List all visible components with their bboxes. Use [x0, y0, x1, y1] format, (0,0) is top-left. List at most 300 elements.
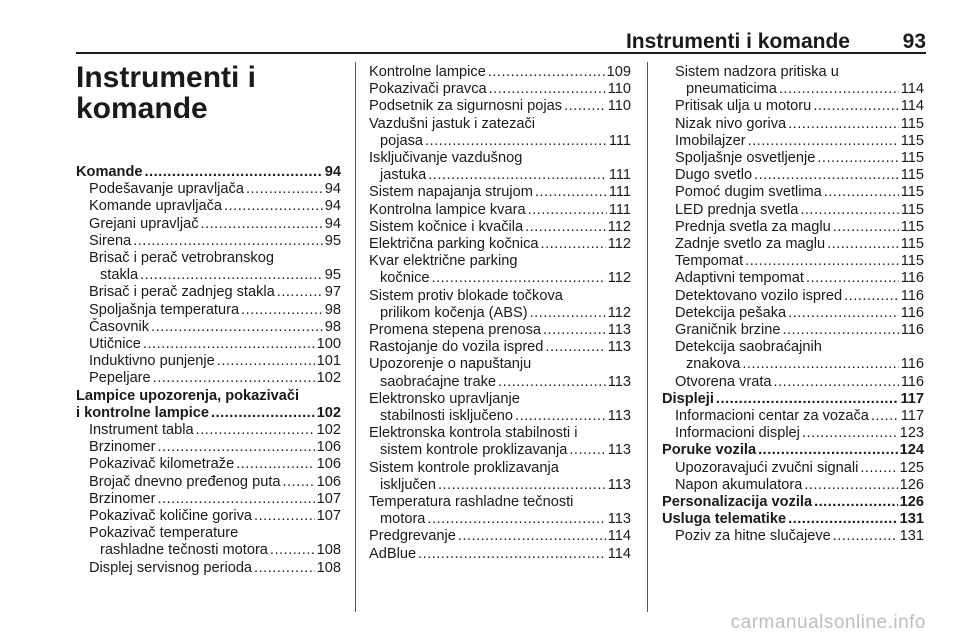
- dot-leader: [804, 477, 897, 494]
- dot-leader: [458, 528, 606, 545]
- toc-entry-row: [89, 439, 341, 456]
- toc-entry-text: LED prednja svetla: [675, 201, 799, 218]
- toc-entry[interactable]: [76, 508, 341, 525]
- dot-leader: [283, 474, 315, 491]
- toc-entry-text: motora: [380, 511, 426, 528]
- toc-entry-line: Elektronsko upravljanje: [369, 390, 520, 407]
- dot-leader: [277, 284, 323, 301]
- toc-entry[interactable]: [369, 219, 631, 236]
- header-rule: [76, 52, 926, 54]
- toc-entry-row: [675, 133, 924, 150]
- toc-entry[interactable]: [662, 64, 924, 98]
- toc-entry-text: kočnice: [380, 270, 430, 287]
- dot-leader: [860, 460, 897, 477]
- toc-entry[interactable]: [662, 477, 924, 494]
- chapter-title-line: Instrumenti i: [76, 61, 257, 94]
- toc-page-number: 114: [607, 545, 631, 562]
- toc-entry[interactable]: [76, 216, 341, 233]
- toc-entry[interactable]: [76, 439, 341, 456]
- toc-page-number: 107: [316, 508, 341, 525]
- toc-entry-text: Pomoć dugim svetlima: [675, 184, 822, 201]
- dot-leader: [806, 270, 899, 287]
- toc-entry-text: Brojač dnevno pređenog puta: [89, 473, 281, 490]
- dot-leader: [827, 236, 899, 253]
- dot-leader: [525, 219, 606, 236]
- toc-page-number: 107: [316, 490, 341, 507]
- toc-entry-row: [369, 81, 631, 98]
- toc-entry[interactable]: [662, 253, 924, 270]
- toc-page-number: 114: [900, 81, 924, 98]
- dot-leader: [488, 64, 605, 81]
- toc-page-number: 115: [900, 236, 924, 253]
- toc-entry-row: [89, 456, 341, 473]
- toc-entry-row: [369, 322, 631, 339]
- watermark: carmanualsonline.info: [730, 612, 926, 633]
- dot-leader: [528, 202, 607, 219]
- toc-entry[interactable]: [369, 322, 631, 339]
- dot-leader: [745, 253, 899, 270]
- toc-entry[interactable]: [662, 408, 924, 425]
- toc-entry[interactable]: [76, 319, 341, 336]
- dot-leader: [236, 456, 314, 473]
- toc-page-number: 114: [607, 528, 631, 545]
- toc-entry-text: znakova: [686, 356, 741, 373]
- toc-entry-text: Brzinomer: [89, 439, 156, 456]
- toc-entry[interactable]: [76, 284, 341, 301]
- chapter-title-line: komande: [76, 92, 208, 125]
- dot-leader: [774, 374, 899, 391]
- toc-page-number: 97: [324, 284, 341, 301]
- dot-leader: [844, 288, 899, 305]
- toc-page-number: 116: [900, 373, 924, 390]
- toc-entry-text: Sistem kočnice i kvačila: [369, 218, 524, 235]
- toc-entry-row: [675, 253, 924, 270]
- toc-entry[interactable]: [662, 305, 924, 322]
- toc-column-2: [369, 64, 631, 563]
- toc-entry[interactable]: [76, 181, 341, 198]
- dot-leader: [201, 216, 323, 233]
- toc-entry-text: Predgrevanje: [369, 528, 456, 545]
- toc-entry-text: Informacioni centar za vozača: [675, 408, 869, 425]
- toc-entry[interactable]: [662, 167, 924, 184]
- dot-leader: [151, 319, 323, 336]
- toc-entry-row: [369, 442, 631, 459]
- dot-leader: [535, 184, 607, 201]
- toc-page-number: 124: [899, 442, 924, 459]
- toc-entry[interactable]: [76, 388, 341, 422]
- dot-leader: [716, 391, 899, 408]
- toc-entry[interactable]: [662, 270, 924, 287]
- toc-entry-text: Spoljašnja temperatura: [89, 301, 240, 318]
- toc-entry-row: [675, 236, 924, 253]
- toc-page-number: 113: [607, 408, 631, 425]
- toc-page-number: 126: [899, 494, 924, 511]
- toc-entry-row: [369, 339, 631, 356]
- toc-entry-row: [76, 405, 341, 422]
- dot-leader: [153, 370, 315, 387]
- toc-entry-row: [675, 477, 924, 494]
- toc-entry-row: [89, 284, 341, 301]
- toc-page-number: 112: [607, 270, 631, 287]
- toc-entry-text: Podešavanje upravljača: [89, 181, 244, 198]
- toc-entry-line: Brisač i perač vetrobranskog: [89, 250, 274, 267]
- toc-entry-text: jastuka: [380, 167, 427, 184]
- toc-page-number: 113: [607, 322, 631, 339]
- toc-entry[interactable]: [369, 253, 631, 287]
- toc-entry-text: Poruke vozila: [662, 442, 757, 459]
- toc-entry-text: Pokazivači pravca: [369, 81, 487, 98]
- dot-leader: [788, 305, 899, 322]
- dot-leader: [133, 233, 323, 250]
- toc-entry[interactable]: [662, 288, 924, 305]
- dot-leader: [140, 267, 323, 284]
- dot-leader: [498, 374, 606, 391]
- toc-entry[interactable]: [76, 491, 341, 508]
- toc-entry-text: Promena stepena prenosa: [369, 322, 541, 339]
- toc-entry-text: Kontrolne lampice: [369, 64, 486, 80]
- toc-page-number: 94: [324, 198, 341, 215]
- toc-entry[interactable]: [369, 202, 631, 219]
- dot-leader: [254, 508, 315, 525]
- toc-entry-row: [662, 442, 924, 459]
- toc-entry[interactable]: [662, 528, 924, 545]
- toc-entry[interactable]: [662, 425, 924, 442]
- toc-entry-line: Elektronska kontrola stabilnosti i: [369, 425, 578, 442]
- dot-leader: [241, 302, 323, 319]
- dot-leader: [543, 322, 606, 339]
- toc-page-number: 116: [900, 356, 924, 373]
- toc-entry-row: [89, 560, 341, 577]
- toc-entry-text: Otvorena vrata: [675, 373, 772, 390]
- toc-entry-text: stabilnosti isključeno: [380, 408, 514, 425]
- toc-entry-text: Dugo svetlo: [675, 167, 753, 184]
- toc-entry-row: [675, 288, 924, 305]
- toc-entry-line: Kvar električne parking: [369, 253, 518, 270]
- toc-entry-text: Instrument tabla: [89, 422, 194, 439]
- toc-entry-row: [89, 302, 341, 319]
- toc-entry-text: Komande: [76, 164, 143, 180]
- toc-entry-row: [369, 202, 631, 219]
- toc-entry[interactable]: [369, 184, 631, 201]
- toc-entry-row: [89, 542, 341, 559]
- toc-entry[interactable]: [369, 528, 631, 545]
- toc-entry-line: Sistem kontrole proklizavanja: [369, 459, 559, 476]
- toc-entry-row: [89, 233, 341, 250]
- toc-entry-text: Podsetnik za sigurnosni pojas: [369, 98, 563, 115]
- toc-entry[interactable]: [76, 525, 341, 559]
- toc-page-number: 131: [899, 511, 924, 528]
- toc-entry-text: Detekcija pešaka: [675, 304, 787, 321]
- toc-entry-text: Spoljašnje osvetljenje: [675, 150, 816, 167]
- toc-page-number: 95: [324, 267, 341, 284]
- toc-page-number: 111: [608, 167, 631, 184]
- toc-page-number: 117: [900, 390, 924, 407]
- toc-entry-row: [675, 322, 924, 339]
- toc-entry-text: Rastojanje do vozila ispred: [369, 339, 544, 356]
- toc-entry[interactable]: [369, 339, 631, 356]
- toc-entry[interactable]: [662, 150, 924, 167]
- toc-page-number: 112: [607, 218, 631, 235]
- toc-entry[interactable]: [662, 374, 924, 391]
- toc-entry-text: prilikom kočenja (ABS): [380, 304, 528, 321]
- toc-entry-line: Detekcija saobraćajnih: [675, 339, 822, 356]
- toc-page-number: 106: [316, 456, 341, 473]
- toc-page-number: 113: [607, 442, 631, 459]
- toc-entry-text: Brisač i perač zadnjeg stakla: [89, 284, 275, 301]
- toc-page-number: 115: [900, 132, 924, 149]
- toc-entry-text: Detektovano vozilo ispred: [675, 287, 843, 304]
- toc-page-number: 115: [900, 167, 924, 184]
- toc-entry[interactable]: [76, 370, 341, 387]
- dot-leader: [779, 81, 899, 98]
- toc-entry-row: [369, 477, 631, 494]
- toc-entry[interactable]: [76, 474, 341, 491]
- toc-page-number: 109: [606, 64, 631, 80]
- toc-entry-row: [369, 511, 631, 528]
- toc-page-number: 94: [324, 164, 341, 180]
- toc-entry[interactable]: [662, 202, 924, 219]
- toc-entry-text: Pritisak ulja u motoru: [675, 98, 812, 115]
- toc-entry-row: [89, 267, 341, 284]
- toc-entry-row: [675, 184, 924, 201]
- toc-entry[interactable]: [369, 98, 631, 115]
- toc-entry[interactable]: [662, 460, 924, 477]
- dot-leader: [270, 542, 315, 559]
- toc-entry[interactable]: [76, 302, 341, 319]
- toc-entry[interactable]: [369, 116, 631, 150]
- toc-entry-row: [369, 64, 631, 81]
- toc-entry-row: [369, 305, 631, 322]
- toc-entry[interactable]: [662, 494, 924, 511]
- toc-entry[interactable]: [76, 233, 341, 250]
- toc-entry-row: [369, 528, 631, 545]
- toc-page-number: 98: [324, 318, 341, 335]
- toc-page-number: 106: [316, 439, 341, 456]
- toc-page-number: 102: [316, 370, 341, 387]
- chapter-title: [76, 62, 341, 124]
- toc-entry-text: Napon akumulatora: [675, 476, 803, 493]
- dot-leader: [428, 167, 607, 184]
- toc-page-number: 111: [608, 201, 631, 218]
- toc-entry-line: Vazdušni jastuk i zatezači: [369, 115, 536, 132]
- toc-entry-text: Sirena: [89, 232, 132, 249]
- toc-entry-text: Personalizacija vozila: [662, 494, 813, 511]
- toc-entry[interactable]: [76, 198, 341, 215]
- toc-entry[interactable]: [662, 184, 924, 201]
- toc-entry-row: [675, 270, 924, 287]
- toc-entry-text: Komande upravljača: [89, 198, 223, 215]
- toc-entry-row: [675, 374, 924, 391]
- toc-page-number: 115: [900, 150, 924, 167]
- toc-page-number: 116: [900, 270, 924, 287]
- toc-entry[interactable]: [369, 460, 631, 494]
- toc-page-number: 117: [900, 408, 924, 425]
- toc-page-number: 113: [607, 476, 631, 493]
- toc-entry-row: [89, 370, 341, 387]
- toc-entry[interactable]: [662, 98, 924, 115]
- dot-leader: [782, 322, 898, 339]
- toc-page-number: 115: [900, 253, 924, 270]
- dot-leader: [418, 546, 606, 563]
- toc-entry-row: [675, 150, 924, 167]
- toc-entry-row: [369, 98, 631, 115]
- column-divider-2: [647, 62, 648, 612]
- toc-entry[interactable]: [662, 133, 924, 150]
- toc-entry-row: [675, 202, 924, 219]
- toc-entry-row: [675, 167, 924, 184]
- toc-entry-row: [662, 511, 924, 528]
- toc-entry-line: Upozorenje o napuštanju: [369, 356, 532, 373]
- dot-leader: [788, 511, 898, 528]
- toc-entry-row: [662, 494, 924, 511]
- toc-entry[interactable]: [662, 219, 924, 236]
- toc-entry-text: saobraćajne trake: [380, 373, 497, 390]
- toc-entry-line: Sistem nadzora pritiska u: [675, 64, 839, 80]
- toc-entry[interactable]: [662, 511, 924, 528]
- toc-entry[interactable]: [76, 422, 341, 439]
- toc-entry-text: Utičnice: [89, 336, 141, 353]
- toc-entry[interactable]: [369, 425, 631, 459]
- toc-entry[interactable]: [369, 391, 631, 425]
- toc-entry-text: Električna parking kočnica: [369, 236, 539, 253]
- dot-leader: [788, 116, 899, 133]
- toc-entry-text: Induktivno punjenje: [89, 353, 215, 370]
- toc-page-number: 115: [900, 115, 924, 132]
- page-header: [76, 30, 926, 54]
- toc-entry-row: [89, 508, 341, 525]
- toc-page-number: 108: [316, 559, 341, 576]
- toc-entry-text: Pokazivač kilometraže: [89, 456, 235, 473]
- toc-entry-row: [675, 81, 924, 98]
- dot-leader: [833, 219, 899, 236]
- toc-column-3: [662, 64, 924, 546]
- toc-entry[interactable]: [369, 494, 631, 528]
- dot-leader: [817, 150, 898, 167]
- toc-entry[interactable]: [369, 64, 631, 81]
- toc-entry[interactable]: [76, 560, 341, 577]
- toc-page-number: 116: [900, 322, 924, 339]
- toc-entry[interactable]: [369, 546, 631, 563]
- toc-entry-text: Sistem napajanja strujom: [369, 184, 533, 201]
- header-title: Instrumenti i komande: [625, 30, 850, 53]
- toc-entry[interactable]: [369, 288, 631, 322]
- toc-entry[interactable]: [662, 116, 924, 133]
- toc-entry-row: [675, 425, 924, 442]
- toc-entry-row: [89, 198, 341, 215]
- toc-entry-row: [675, 528, 924, 545]
- toc-entry-row: [369, 167, 631, 184]
- toc-page-number: 125: [899, 459, 924, 476]
- toc-entry-row: [89, 422, 341, 439]
- toc-page-number: 111: [608, 132, 631, 149]
- dot-leader: [145, 164, 323, 181]
- dot-leader: [813, 98, 898, 115]
- toc-page-number: 114: [900, 98, 924, 115]
- toc-page-number: 131: [899, 528, 924, 545]
- toc-entry-row: [89, 181, 341, 198]
- toc-entry-text: Prednja svetla za maglu: [675, 218, 831, 235]
- toc-entry-row: [89, 216, 341, 233]
- toc-page-number: 115: [900, 201, 924, 218]
- toc-page-number: 112: [607, 236, 631, 253]
- toc-page-number: 102: [316, 404, 341, 421]
- toc-entry-text: Displeji: [662, 390, 714, 407]
- dot-leader: [224, 198, 323, 215]
- toc-entry-text: pojasa: [380, 132, 424, 149]
- toc-page-number: 110: [607, 81, 631, 98]
- toc-entry-row: [675, 305, 924, 322]
- toc-entry-text: Brzinomer: [89, 490, 156, 507]
- page-number: 93: [902, 30, 926, 53]
- toc-page-number: 115: [900, 184, 924, 201]
- toc-entry-row: [369, 219, 631, 236]
- toc-entry-row: [675, 408, 924, 425]
- toc-entry-text: Usluga telematike: [662, 511, 787, 528]
- toc-page-number: 113: [607, 373, 631, 390]
- toc-entry-row: [675, 116, 924, 133]
- toc-entry-row: [662, 391, 924, 408]
- toc-column-1: [76, 61, 341, 577]
- toc-entry[interactable]: [369, 150, 631, 184]
- toc-entry-row: [675, 98, 924, 115]
- toc-page-number: 116: [900, 304, 924, 321]
- toc-entry[interactable]: [662, 391, 924, 408]
- dot-leader: [800, 202, 898, 219]
- dot-leader: [158, 439, 315, 456]
- toc-list: [369, 64, 631, 563]
- dot-leader: [530, 305, 606, 322]
- toc-entry[interactable]: [662, 339, 924, 373]
- toc-entry[interactable]: [369, 81, 631, 98]
- toc-entry-row: [369, 184, 631, 201]
- toc-entry[interactable]: [662, 322, 924, 339]
- toc-entry[interactable]: [369, 356, 631, 390]
- toc-entry-text: Tempomat: [675, 253, 744, 270]
- dot-leader: [814, 494, 898, 511]
- toc-entry-row: [675, 460, 924, 477]
- toc-entry[interactable]: [76, 164, 341, 181]
- toc-entry[interactable]: [76, 336, 341, 353]
- toc-entry[interactable]: [76, 456, 341, 473]
- toc-entry-text: Kontrolna lampice kvara: [369, 201, 526, 218]
- toc-page-number: 116: [900, 287, 924, 304]
- toc-entry[interactable]: [369, 236, 631, 253]
- dot-leader: [254, 560, 315, 577]
- toc-entry-line: Temperatura rashladne tečnosti: [369, 494, 574, 511]
- toc-entry[interactable]: [76, 353, 341, 370]
- dot-leader: [158, 491, 315, 508]
- toc-entry-row: [369, 408, 631, 425]
- toc-entry-row: [89, 474, 341, 491]
- toc-page-number: 123: [899, 425, 924, 442]
- toc-page-number: 113: [607, 511, 631, 528]
- toc-list: [76, 164, 341, 577]
- toc-entry[interactable]: [662, 236, 924, 253]
- toc-entry-text: isključen: [380, 476, 436, 493]
- dot-leader: [431, 270, 605, 287]
- toc-entry-line: Isključivanje vazdušnog: [369, 150, 523, 167]
- toc-page-number: 112: [607, 304, 631, 321]
- toc-entry-line: Pokazivač temperature: [89, 525, 239, 542]
- toc-entry[interactable]: [76, 250, 341, 284]
- dot-leader: [143, 336, 315, 353]
- toc-page-number: 94: [324, 215, 341, 232]
- toc-entry-text: Pepeljare: [89, 370, 151, 387]
- toc-entry-text: Časovnik: [89, 318, 150, 335]
- toc-entry-row: [76, 164, 341, 181]
- toc-page-number: 110: [607, 98, 631, 115]
- toc-entry[interactable]: [662, 442, 924, 459]
